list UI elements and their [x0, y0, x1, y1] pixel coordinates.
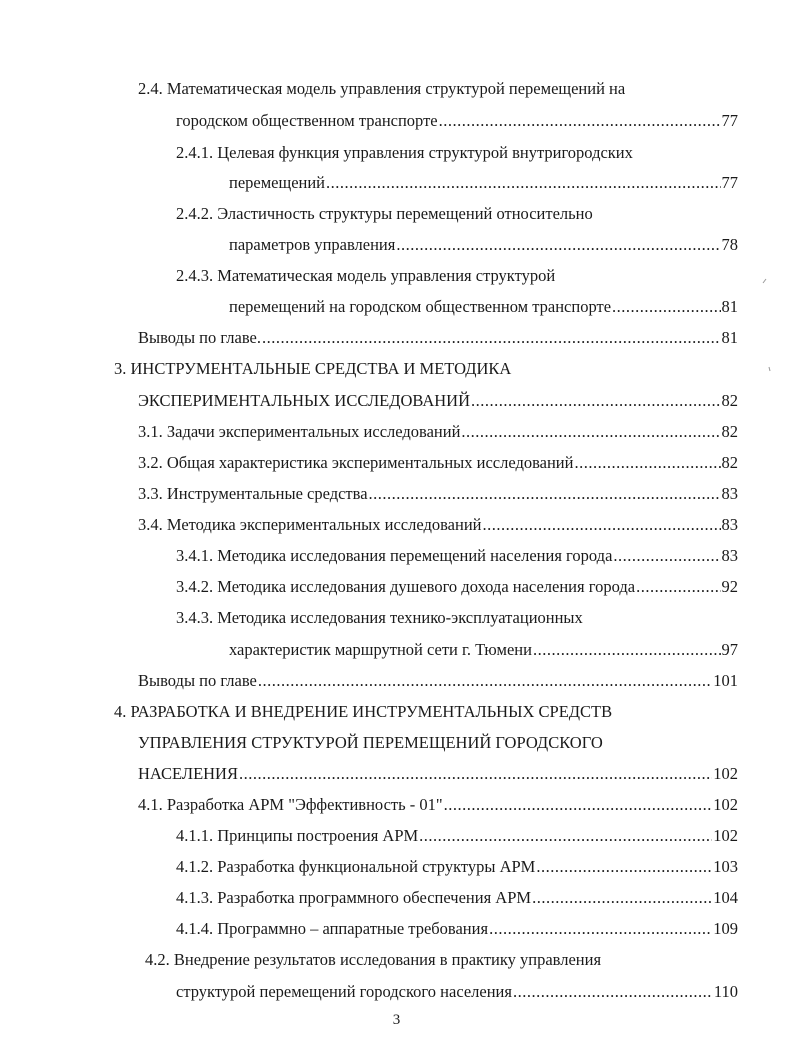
toc-page-number: 103	[713, 857, 738, 876]
page-number: 3	[392, 1012, 401, 1028]
toc-entry-text: 3.4.3. Методика исследования технико-эксплуатационных	[176, 608, 583, 627]
toc-entry-text: 2.4. Математическая модель управления структурой перемещений на	[138, 79, 626, 98]
toc-entry-text: перемещений на городском общественном транспорте	[229, 297, 612, 316]
toc-page-number: 82	[721, 391, 738, 410]
toc-entry-text: 2.4.1. Целевая функция управления структурой внутригородских	[176, 143, 633, 162]
toc-entry-text: структурой перемещений городского населения	[176, 982, 512, 1001]
toc-entry-text: ЭКСПЕРИМЕНТАЛЬНЫХ ИССЛЕДОВАНИЙ	[138, 391, 471, 410]
scan-speck	[769, 367, 770, 371]
toc-page-number: 102	[713, 826, 738, 845]
toc-page-number: 77	[721, 111, 738, 130]
toc-entry-text: 3.4. Методика экспериментальных исследований	[138, 515, 482, 534]
toc-entry-text: 4.2. Внедрение результатов исследования в практику управления	[145, 950, 602, 969]
toc-page-number: 83	[721, 546, 738, 565]
toc-entry-text: 4.1.2. Разработка функциональной структуры АРМ	[176, 857, 536, 876]
toc-entry-text: 4.1.1. Принципы построения АРМ	[176, 826, 419, 845]
toc-page-number: 102	[713, 764, 738, 783]
toc-entry-text: Выводы по главе	[138, 671, 257, 690]
toc-entry-text: Выводы по главе.	[138, 328, 261, 347]
toc-page-number: 77	[721, 173, 738, 192]
toc-entry-text: городском общественном транспорте	[176, 111, 438, 130]
toc-entry-text: 4.1. Разработка АРМ "Эффективность - 01"	[138, 795, 443, 814]
toc-page-number: 78	[721, 235, 738, 254]
toc-entry-text: перемещений	[229, 173, 326, 192]
toc-page-number: 82	[721, 422, 738, 441]
toc-entry-text: характеристик маршрутной сети г. Тюмени	[229, 640, 532, 659]
toc-page-number: 81	[721, 328, 738, 347]
toc-page-number: 109	[713, 919, 738, 938]
toc-entry-text: 2.4.3. Математическая модель управления структурой	[176, 266, 556, 285]
toc-entry-text: 4. РАЗРАБОТКА И ВНЕДРЕНИЕ ИНСТРУМЕНТАЛЬНЫХ СРЕДСТВ	[114, 702, 613, 721]
toc-entry-text: 3. ИНСТРУМЕНТАЛЬНЫЕ СРЕДСТВА И МЕТОДИКА	[114, 359, 512, 378]
toc-page-number: 97	[721, 640, 738, 659]
toc-page-number: 81	[721, 297, 738, 316]
toc-page-number: 110	[713, 982, 738, 1001]
toc-page-number: 83	[721, 484, 738, 503]
toc-entry-text: УПРАВЛЕНИЯ СТРУКТУРОЙ ПЕРЕМЕЩЕНИЙ ГОРОДСКОГО	[138, 733, 603, 752]
toc-entry-text: 3.1. Задачи экспериментальных исследований	[138, 422, 461, 441]
toc-entry-text: 3.3. Инструментальные средства	[138, 484, 368, 503]
toc-page-number: 92	[721, 577, 738, 596]
toc-entry-text: параметров управления	[229, 235, 396, 254]
toc-page-number: 83	[721, 515, 738, 534]
scan-speck	[763, 279, 766, 283]
toc-page-number: 102	[713, 795, 738, 814]
toc-page-number: 82	[721, 453, 738, 472]
toc-entry-text: 2.4.2. Эластичность структуры перемещений относительно	[176, 204, 593, 223]
toc-page-number: 101	[713, 671, 738, 690]
toc-entry-text: 3.4.1. Методика исследования перемещений населения города	[176, 546, 613, 565]
toc-entry-text: 3.4.2. Методика исследования душевого дохода населения города	[176, 577, 636, 596]
toc-entry-text: НАСЕЛЕНИЯ	[138, 764, 238, 783]
toc-entry-text: 3.2. Общая характеристика экспериментальных исследований	[138, 453, 574, 472]
toc-entry-text: 4.1.3. Разработка программного обеспечения АРМ	[176, 888, 532, 907]
toc-page-number: 104	[713, 888, 738, 907]
toc-entry-text: 4.1.4. Программно – аппаратные требования	[176, 919, 489, 938]
